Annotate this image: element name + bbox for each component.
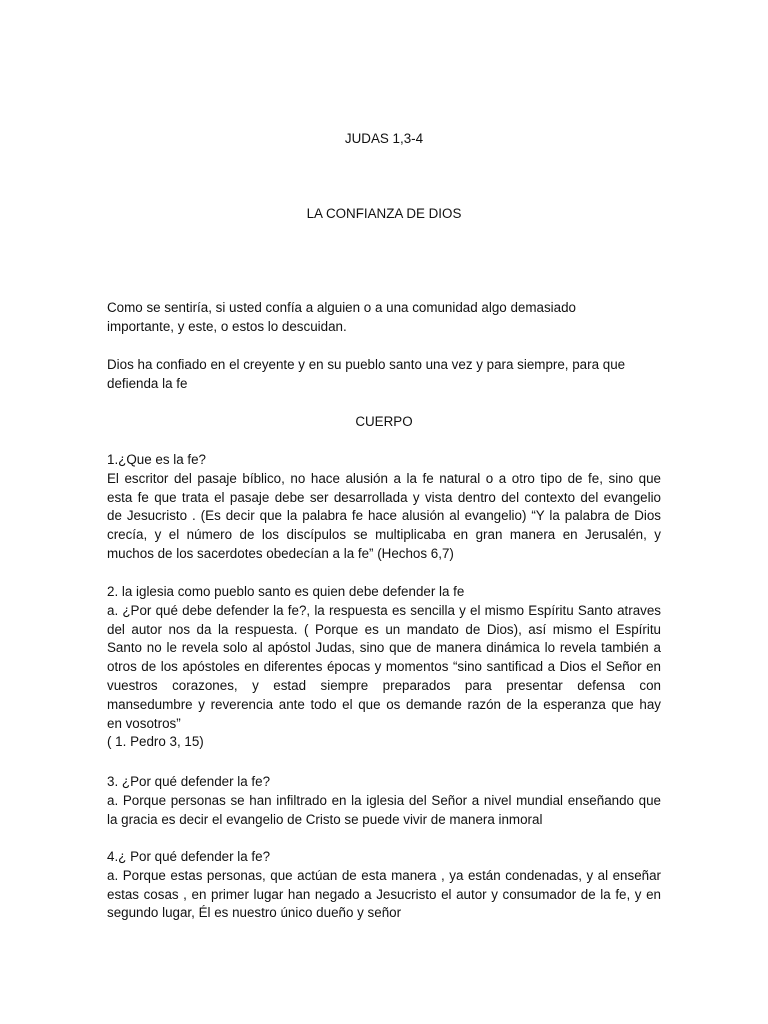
point-heading: 1.¿Que es la fe? [107,452,206,467]
text-line: importante, y este, o estos lo descuidan. [107,318,347,334]
text-line: mansedumbre y reverencia ante todo el que os demande razón de la esperanza que hay [107,696,661,712]
text-line: la gracia es decir el evangelio de Cristo se puede vivir de manera inmoral [107,811,543,827]
document-title: JUDAS 1,3-4 [344,131,424,146]
text-line: Dios ha confiado en el creyente y en su pueblo santo una vez y para siempre, para que [107,357,626,372]
intro-paragraph-2 [107,356,661,394]
text-line: estas cosas , en primer lugar han negado a Jesucristo el autor y consumador de la fe, y en [107,886,661,902]
point-heading: 2. la iglesia como pueblo santo es quien debe defender la fe [107,584,465,599]
intro-paragraph-1 [107,299,661,337]
section-heading: CUERPO [355,414,413,429]
text-line: segundo lugar, Él es nuestro único dueño y señor [107,905,402,921]
text-line: Santo no le revela solo al apóstol Judas, sino que de manera dinámica lo revela también a [107,640,661,656]
point-heading: 4.¿ Por qué defender la fe? [107,849,271,864]
document-subtitle: LA CONFIANZA DE DIOS [306,206,462,221]
point-heading: 3. ¿Por qué defender la fe? [107,774,271,789]
text-line: ( 1. Pedro 3, 15) [107,734,204,750]
point-1 [107,451,661,564]
text-line: del autor nos da la respuesta. ( Porque es un mandato de Dios), así mismo el Espíritu [107,621,661,637]
point-3 [107,773,661,829]
text-line: a. Porque estas personas, que actúan de esta manera , ya están condenadas, y al enseñar [107,867,661,883]
text-line: Como se sentiría, si usted confía a alguien o a una comunidad algo demasiado [107,300,576,315]
text-line: a. ¿Por qué debe defender la fe?, la respuesta es sencilla y el mismo Espíritu Santo atraves [107,602,661,618]
text-line: a. Porque personas se han infiltrado en la iglesia del Señor a nivel mundial enseñando que [107,792,661,808]
text-line: en vosotros” [107,715,181,731]
point-4 [107,848,661,923]
text-line: vuestros corazones, y estad siempre preparados para presentar defensa con [107,677,661,693]
text-line: de Jesucristo . (Es decir que la palabra fe hace alusión al evangelio) “Y la palabra de Dios [107,508,661,524]
text-line: crecía, y el número de los discípulos se multiplicaba en gran manera en Jerusalén, y [107,527,661,543]
text-line: El escritor del pasaje bíblico, no hace alusión a la fe natural o a otro tipo de fe, sino que [107,470,661,486]
text-line: esta fe que trata el pasaje debe ser desarrollada y vista dentro del contexto del evangelio [107,489,661,505]
text-line: muchos de los sacerdotes obedecían a la fe” (Hechos 6,7) [107,545,454,561]
point-2 [107,583,661,752]
text-line: defienda la fe [107,375,188,391]
text-line: otros de los apóstoles en diferentes épocas y momentos “sino santificad a Dios el Señor en [107,659,661,675]
